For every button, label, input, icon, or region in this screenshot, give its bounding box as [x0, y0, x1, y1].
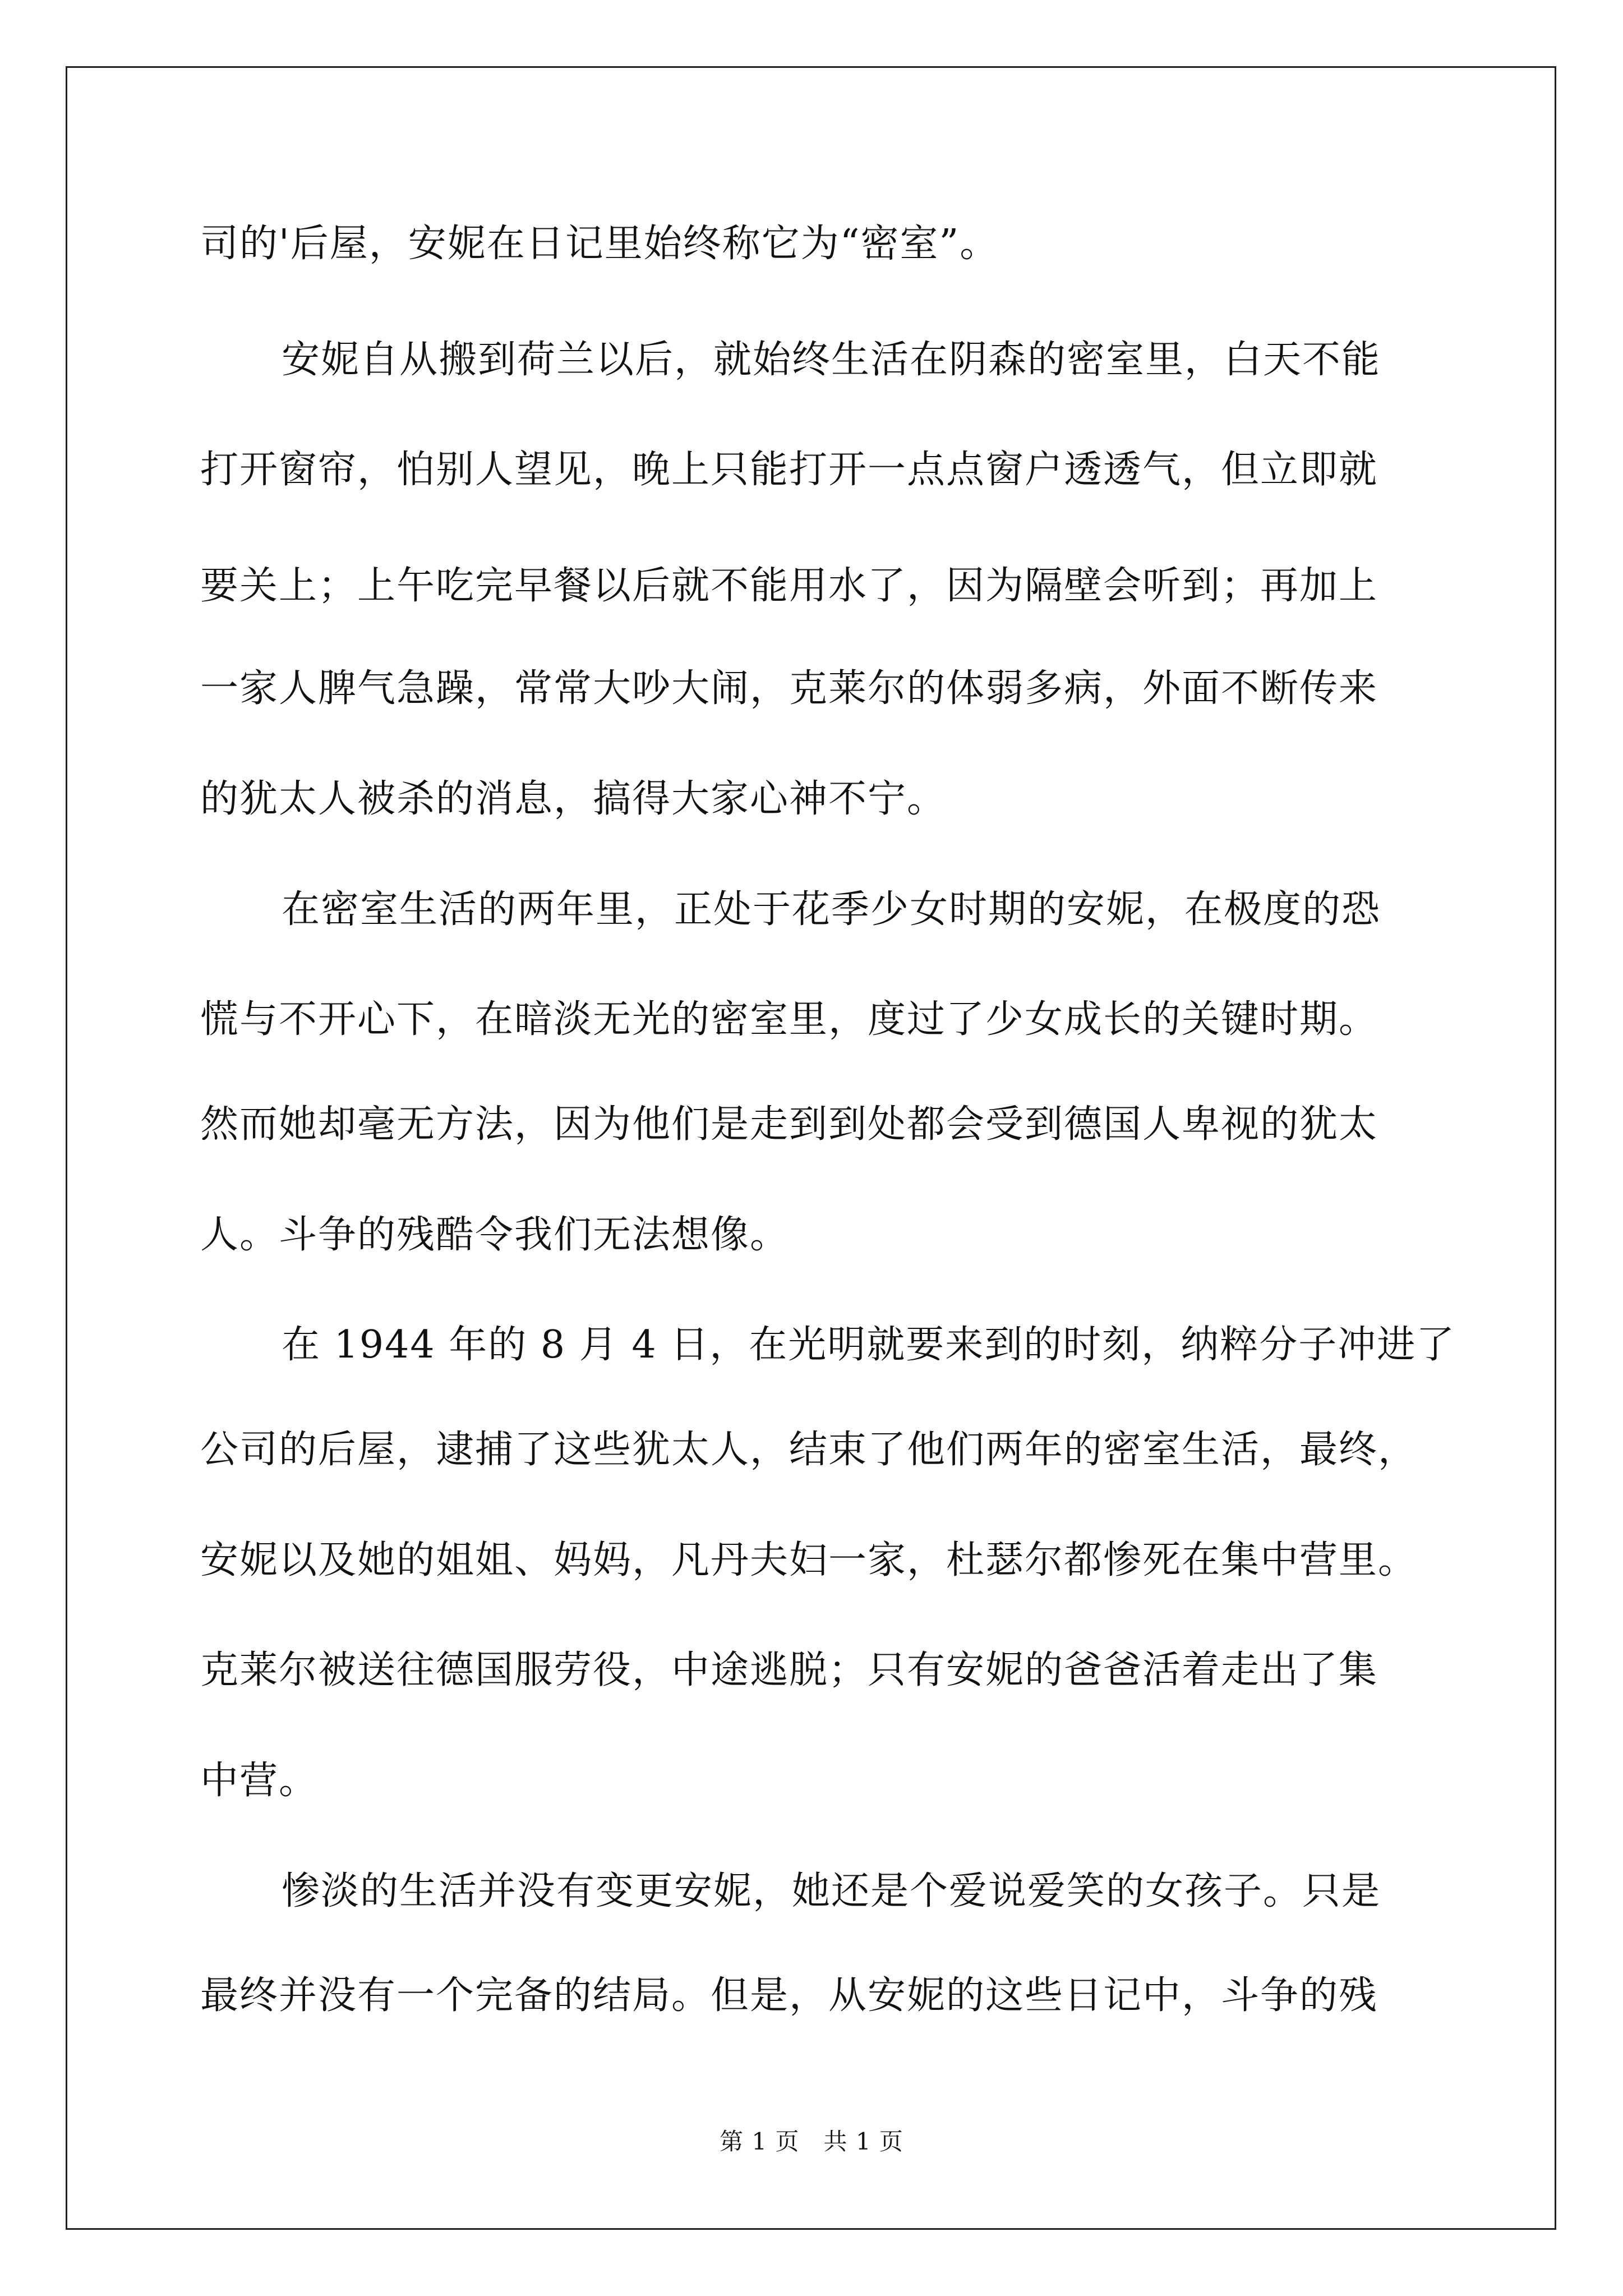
text-line-1: 司的'后屋，安妮在日记里始终称它为“密室”。 — [200, 222, 999, 266]
text-line-15: 中营。 — [200, 1759, 319, 1803]
text-line-12: 公司的后屋，逮捕了这些犹太人，结束了他们两年的密室生活，最终， — [200, 1428, 1418, 1472]
text-line-14: 克莱尔被送往德国服劳役，中途逃脱；只有安妮的爸爸活着走出了集 — [200, 1648, 1378, 1692]
text-line-7: 在密室生活的两年里，正处于花季少女时期的安妮，在极度的恐 — [282, 887, 1381, 932]
text-line-3: 打开窗帘，怕别人望见，晚上只能打开一点点窗户透透气，但立即就 — [200, 448, 1378, 492]
text-line-9: 然而她却毫无方法，因为他们是走到到处都会受到德国人卑视的犹太 — [200, 1102, 1378, 1147]
text-line-6: 的犹太人被杀的消息，搞得大家心神不宁。 — [200, 777, 947, 821]
text-line-2: 安妮自从搬到荷兰以后，就始终生活在阴森的密室里，白天不能 — [282, 338, 1381, 382]
text-line-5: 一家人脾气急躁，常常大吵大闹，克莱尔的体弱多病，外面不断传来 — [200, 666, 1378, 711]
text-line-10: 人。斗争的残酷令我们无法想像。 — [200, 1213, 790, 1257]
text-line-8: 慌与不开心下，在暗淡无光的密室里，度过了少女成长的关键时期。 — [200, 997, 1378, 1042]
text-line-17: 最终并没有一个完备的结局。但是，从安妮的这些日记中，斗争的残 — [200, 1973, 1378, 2018]
text-line-16: 惨淡的生活并没有变更安妮，她还是个爱说爱笑的女孩子。只是 — [282, 1869, 1381, 1913]
text-line-11: 在 1944 年的 8 月 4 日，在光明就要来到的时刻，纳粹分子冲进了 — [282, 1323, 1456, 1367]
text-line-4: 要关上；上午吃完早餐以后就不能用水了，因为隔壁会听到；再加上 — [200, 564, 1378, 608]
page-footer: 第 1 页 共 1 页 — [720, 2128, 903, 2155]
text-line-13: 安妮以及她的姐姐、妈妈，凡丹夫妇一家，杜瑟尔都惨死在集中营里。 — [200, 1538, 1418, 1582]
